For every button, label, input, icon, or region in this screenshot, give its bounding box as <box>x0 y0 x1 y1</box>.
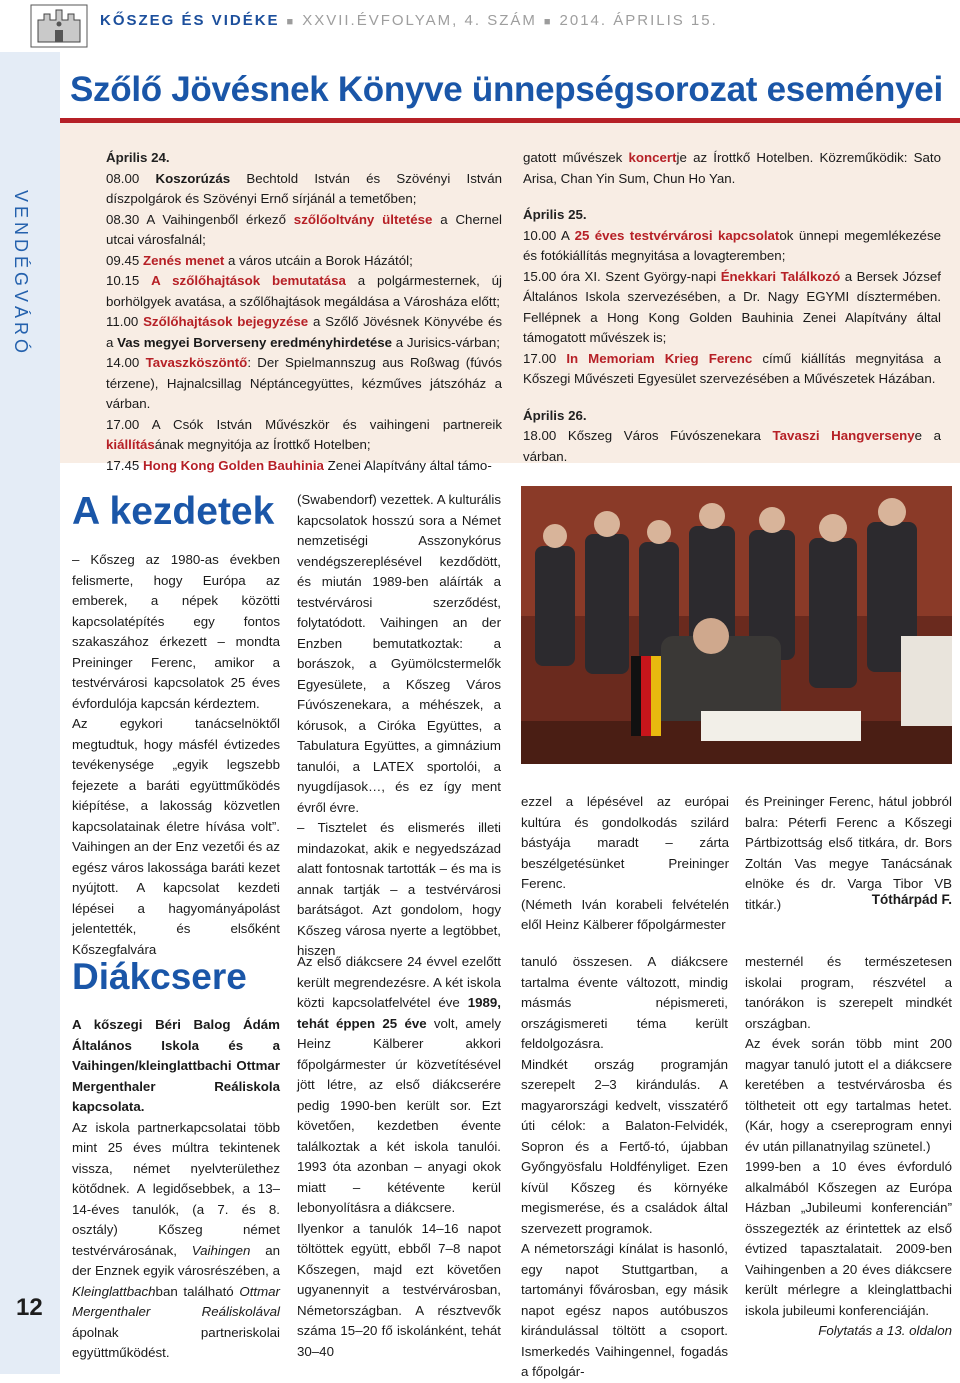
paragraph: – Kőszeg az 1980-as években felismerte, hogy Európa az emberek, a népek közötti kapcsolatépítés egy fontos szakaszához érkezett – mondta Preininger Ferenc, amikor a testvérvárosi kapcsolatok 25 éves évfordulója kapcsán kérdeztem. <box>72 552 280 711</box>
photo-caption: és Preininger Ferenc, hátul jobbról balra: Péterfi Ferenc a Kőszegi Pártbizottság első titkára, dr. Bors Zoltán Vas megye Tanácsának elnöke és dr. Varga Tibor VB titkár.) <box>745 794 952 912</box>
paragraph: Az iskola partnerkapcsolatai több mint 25 éves múltra tekintenek vissza, német nyelvterülethez kötődnek. A legidősebbek, a 13–14-éves tanulók, (a 7. és 8. osztály) Kőszeg német testvérvárosának, Vaihingen an der Enznek egyik városrészében, a Kleinglattbachban található Ottmar Mergenthaler Reáliskolával ápolnak partneriskolai együttműködést. <box>72 1119 280 1360</box>
issue-date: 2014. ÁPRILIS 15. <box>559 12 718 29</box>
historic-photo <box>521 486 952 764</box>
event-item: 18.00 Kőszeg Város Fúvószenekara Tavaszi Hangversenye a várban. <box>523 428 941 464</box>
lead-paragraph: A kőszegi Béri Balog Ádám Általános Iskola és a Vaihingen/kleinglattbachi Ottmar Mergenthaler Reáliskola kapcsolata. <box>72 1017 280 1114</box>
author-byline: Tóthárpád F. <box>871 892 952 907</box>
section-heading-diakcsere: Diákcsere <box>72 956 247 997</box>
events-column-left <box>106 148 502 476</box>
day-heading: Április 26. <box>523 407 587 423</box>
paragraph: mesternél és természetesen iskolai program, részvétel a tanórákon is szerepelt mindkét országban. <box>745 954 952 1031</box>
event-item: 15.00 óra XI. Szent György-napi Énekkari Találkozó a Bersek József Általános Iskola szervezésében, a Dr. Nagy EGYMI dísztermében. Fellépnek a Hong Kong Golden Bauhinia Zenei Alapítvány által támogatott művészek is; <box>523 268 941 345</box>
photo-caption: ezzel a lépésével az európai kultúra és gondolkodás szilárd bástyája maradt – zárta beszélgetésünket Preininger Ferenc. (Németh Iván korabeli felvételén elől Heinz Kälberer főpolgármester <box>521 794 729 932</box>
event-item: 10.15 A szőlőhajtások bemutatása a polgármesternek, új borhölgyek avatása, a szőlőhajtások megáldása a Városháza előtt; <box>106 273 503 309</box>
paragraph: (Swabendorf) vezettek. A kulturális kapcsolatok hosszú sora a Német nemzetiségi Asszonykórus vendégszereplésével kezdődött, és miután 1989-ben aláírták a testvérvárosi szerződést, folytatódott. Vaihingen an der Enzben bemutatkoztak: a borászok, a Gyümölcstermelők Egyesülete, a Kőszeg Város Fúvószenekara, a méhészek, a kórusok, a Ciróka Együttes, a Tabulatura Együttes, a gimnázium tanulói, a LATEX sportolói, a nyugdíjasok…, és ez így ment évről évre. <box>297 492 501 815</box>
paragraph: tanuló összesen. A diákcsere tartalma évente változott, mindig másmás népismereti, országismereti téma került feldolgozásra. <box>521 954 728 1051</box>
event-item: 17.00 A Csók István Művészkör és vaihingeni partnereik kiállításának megnyitója az Írottkő Hotelben; <box>106 416 502 452</box>
article-column <box>72 550 280 960</box>
coat-of-arms-icon <box>30 4 88 48</box>
section-side-label: VENDÉGVÁRÓ <box>11 190 31 358</box>
day-heading: Április 24. <box>106 150 170 165</box>
event-item: 14.00 Tavaszköszöntő: Der Spielmannszug aus Roßwag (fúvós térzene), Hajnalcsillag Néptáncegyüttes, kézműves játszóház a várban. <box>106 355 502 411</box>
publication-name: KŐSZEG ÉS VIDÉKE <box>100 12 280 29</box>
event-item: 10.00 A 25 éves testvérvárosi kapcsolatok ünnepi megemlékezése és fotókiállítás megnyitása a lovagteremben; <box>523 227 941 263</box>
event-item: 08.30 A Vaihingenből érkező szőlőoltvány ültetése a Chernel utcai városfalnál; <box>106 211 503 247</box>
paragraph: Mindkét ország programján szerepelt 2–3 kirándulás. A magyarországi kedvelt, visszatérő úti célok: a Balaton-Felvidék, Sopron és a Fertő-tó, újabban Győngyösfalu Holdfényliget. Ezen kívül Kőszeg és környéke megismerése, és a családok által szervezett programok. <box>521 1056 728 1236</box>
event-item-continued: gatott művészek koncertje az Írottkő Hotelben. Közreműködik: Sato Arisa, Chan Yin Sum, Chun Ho Yan. <box>523 150 941 186</box>
paragraph: Az évek során több mint 200 magyar tanuló jutott el a diákcsere keretében a testvérvárosba és töltheteit ott egy tartalmas hetet. (Kár, hogy a csereprogram ennyi év után pillanatnyilag szünetel.) <box>745 1036 952 1154</box>
section-heading-kezdetek: A kezdetek <box>72 490 275 533</box>
issue-volume: XXVII.ÉVFOLYAM, 4. SZÁM <box>302 12 537 29</box>
paragraph: – Tisztelet és elismerés illeti mindazokat, akik e negyedszázad alatt fontosnak tartották – és ma is annak tartják – a testvérvárosi barátságot. Azt gondolom, hogy Kőszeg városa nyerte a legtöbbet, hiszen <box>297 820 501 958</box>
event-item: 17.00 In Memoriam Krieg Ferenc című kiállítás megnyitása a Kőszegi Művészeti Egyesület szervezésében a Művészetek Házában. <box>523 350 941 386</box>
day-heading: Április 25. <box>523 207 587 222</box>
paragraph: Ilyenkor a tanulók 14–16 napot töltöttek együtt, ebből 7–8 napot Kőszegen, majd ezt követően ugyanennyit a testvérvárosban, Németországban. A résztvevők száma 15–20 fő iskolánként, tehát 30–40 <box>297 1220 501 1359</box>
paragraph: A németországi kínálat is hasonló, egy napot Stuttgartban, a tartományi fővárosban, egy másik napot egész napos autóbuszos kirándulással töltött a csoport. Ismerkedés Vaihingennel, fogadás a főpolgár- <box>521 1241 728 1379</box>
event-item: 17.45 Hong Kong Golden Bauhinia Zenei Alapítvány által támo- <box>106 457 492 473</box>
article-column <box>745 952 952 1342</box>
article-column <box>72 1015 280 1364</box>
article-column <box>297 952 501 1362</box>
article-column <box>521 952 728 1383</box>
article-column <box>297 490 501 962</box>
paragraph: Az első diákcsere 24 évvel ezelőtt került megrendezésre. A két iskola közti kapcsolatfelvétel éve 1989, tehát éppen 25 éve volt, amely Heinz Kälberer akkori főpolgármester úr közvetítésével jött létre, az első diákcserére pedig 1990-ben került sor. Ezt követően, kezdetben évente találkoztak a két iskola tanulói. 1993 óta azonban – anyagi okok miatt – kétévente kerül lebonyolításra a diákcsere. <box>297 954 501 1215</box>
paragraph: Az egykori tanácselnöktől megtudtuk, hogy másfél évtizedes tevékenysége „egyik legszebb fejezete a baráti együttműködés kiépítése, a lakosság közvetlen kapcsolatainak életre hívása volt”. Vaihingen an der Enz vezetői és az egész város lakossága baráti kezet nyújtott. A kapcsolat kezdeti lépései a hagyományápolást jelentették, és elsőként Kőszegfalvára <box>72 716 280 957</box>
masthead: KŐSZEG ÉS VIDÉKE ■ XXVII.ÉVFOLYAM, 4. SZÁM ■ 2014. ÁPRILIS 15. <box>100 12 718 29</box>
event-item: 08.00 Koszorúzás Bechtold István és Szövényi István díszpolgárok és Szövényi Ernő sírjánál a temetőben; <box>106 170 502 206</box>
events-column-right <box>523 148 941 467</box>
event-item: 09.45 Zenés menet a város utcáin a Borok Házától; <box>106 252 413 268</box>
event-item: 11.00 Szőlőhajtások bejegyzése a Szőlő Jövésnek Könyvébe és a Vas megyei Borverseny eredményhirdetése a Jurisics-várban; <box>106 314 502 350</box>
page-number: 12 <box>16 1294 43 1321</box>
continuation-note: Folytatás a 13. oldalon <box>818 1323 952 1338</box>
paragraph: 1999-ben a 10 éves évforduló alkalmából Kőszegen az Európa Házban „Jubileumi konferencián” összegezték az érintettek az első évtized tapasztalatait. 2009-ben Vaihingenben a 20 éves diákcsere került mérlegre a kleinglattbachi iskola jubileumi konferenciáján. <box>745 1159 952 1318</box>
page-title: Szőlő Jövésnek Könyve ünnepségsorozat eseményei <box>70 70 943 109</box>
